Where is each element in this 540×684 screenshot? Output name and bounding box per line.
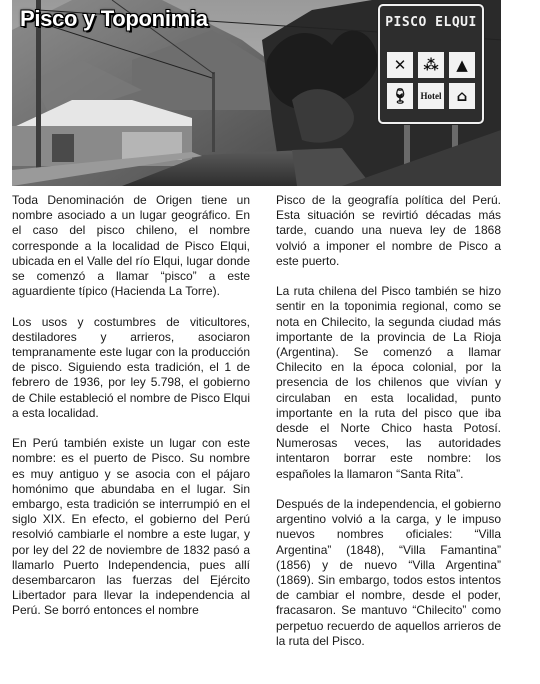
text-column-right: [276, 193, 501, 649]
paragraph: Después de la independencia, el gobierno argentino volvió a la carga, y le impuso nuevos nombres oficiales: “Villa Argentina” (1848), “Villa Famantina” (1856) y de nuevo “Villa Argentina” (1869). Sin embargo, todos estos intentos de cambiar el nombre, desde el poder, fracasaron. Se mantuvo “Chilecito” como perpetuo recuerdo de aquellos arrieros de la ruta del Pisco.: [276, 497, 501, 648]
sign-icon-grid: [387, 52, 475, 109]
paragraph: En Perú también existe un lugar con este nombre: es el puerto de Pisco. Su nombre es muy antiguo y se asocia con el pájaro homónimo que abundaba en el lugar. Sin embargo, esta tradición se interrumpió en el siglo XIX. En efecto, el gobierno del Perú resolvió cambiarle el nombre a este lugar, y por ley del 22 de noviembre de 1832 pasó a llamarlo Puerto Independencia, pues allí desembarcaron las fuerzas del Ejército Libertador para llevar la independencia al Perú. Se borró entonces el nombre: [12, 436, 250, 618]
tent-icon: ▲: [449, 52, 475, 78]
clothes-hanger-icon: ⌂: [449, 83, 475, 109]
hotel-icon: Hotel: [418, 83, 444, 109]
wine-icon: 🍷︎: [387, 83, 413, 109]
paragraph: Pisco de la geografía política del Perú. Esta situación se revirtió décadas más tarde, cuando una nueva ley de 1868 volvió a imponer el nombre de Pisco a este puerto.: [276, 193, 501, 268]
page-title: Pisco y Toponimia: [20, 6, 208, 31]
restaurant-icon: ✕: [387, 52, 413, 78]
sign-text: PISCO ELQUI: [385, 15, 477, 30]
road-sign: [378, 4, 484, 124]
paragraph: La ruta chilena del Pisco también se hizo sentir en la toponimia regional, como se nota en Chilecito, la segunda ciudad más importante de la provincia de La Rioja (Argentina). Se comenzó a llamar Chilecito en la época colonial, por la presencia de los chilenos que vivían y circulaban en esta localidad, punto importante en la ruta del pisco que iba desde el Norte Chico hasta Potosí. Numerosas veces, las autoridades intentaron borrar este nombre: los españoles la llamaron “Santa Rita”.: [276, 284, 501, 481]
text-column-left: [12, 193, 250, 619]
header-photo: [12, 0, 501, 186]
grapes-icon: ⁂: [418, 52, 444, 78]
paragraph: Los usos y costumbres de viticultores, destiladores y arrieros, asociaron tempranamente este lugar con la producción de pisco. Siguiendo esta tradición, el 1 de febrero de 1936, por ley 5.798, el gobierno de Chile estableció el nombre de Pisco Elqui a esta localidad.: [12, 314, 250, 420]
paragraph: Toda Denominación de Origen tiene un nombre asociado a un lugar geográfico. En el caso del pisco chileno, el nombre corresponde a la localidad de Pisco Elqui, ubicada en el Valle del río Elqui, lugar donde se comenzó a llamar “pisco” a este aguardiente típico (Hacienda La Torre).: [12, 193, 250, 299]
